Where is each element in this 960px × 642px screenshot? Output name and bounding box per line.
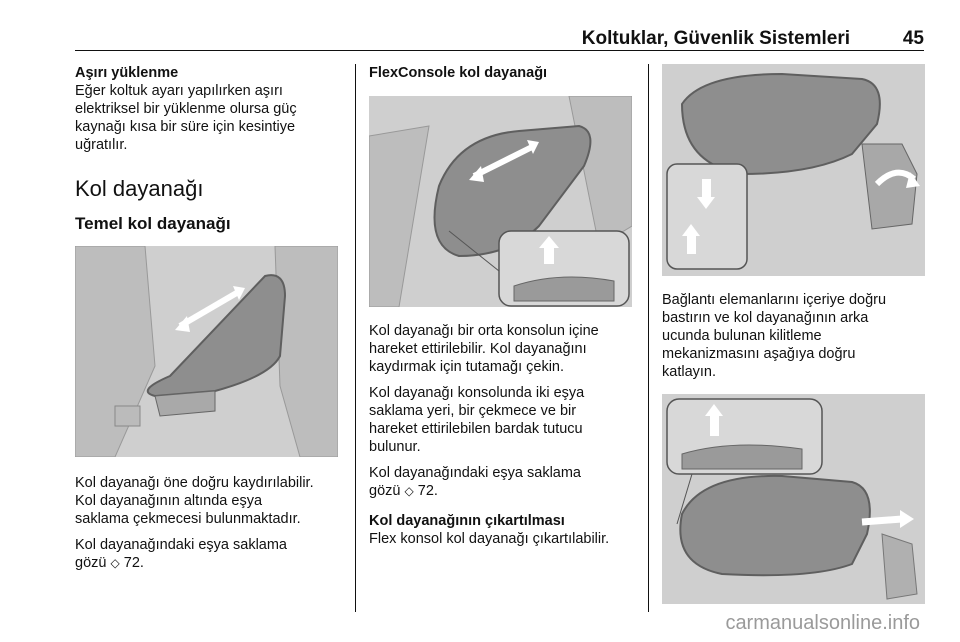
header-title: Koltuklar, Güvenlik Sistemleri — [581, 28, 850, 49]
release-para-line: mekanizmasını aşağıya doğru — [662, 346, 856, 362]
overload-heading: Aşırı yüklenme — [75, 65, 179, 81]
column-3-text — [662, 291, 924, 381]
flexconsole-para-line: kaydırmak için tutamağı çekin. — [369, 359, 565, 375]
page-reference-icon: ◇ — [110, 556, 120, 570]
column-1 — [75, 64, 343, 234]
release-para-line: katlayın. — [662, 364, 716, 380]
flexconsole-para-line: hareket ettirilebilen bardak tutucu — [369, 421, 583, 437]
reference-text: gözü — [369, 483, 401, 499]
reference-line — [75, 554, 355, 572]
overload-line: Eğer koltuk ayarı yapılırken aşırı — [75, 83, 283, 99]
armrest-para-line: saklama çekmecesi bulunmaktadır. — [75, 511, 301, 527]
flexconsole-para-line: bulunur. — [369, 439, 421, 455]
section-title: Kol dayanağı — [75, 176, 204, 201]
page-reference-icon: ◇ — [404, 484, 414, 498]
column-divider — [648, 64, 649, 612]
overload-line: elektriksel bir yüklenme olursa güç — [75, 101, 297, 117]
subsection-title: Temel kol dayanağı — [75, 214, 231, 233]
flexconsole-heading: FlexConsole kol dayanağı — [369, 65, 548, 81]
column-divider — [355, 64, 356, 612]
watermark: carmanualsonline.info — [725, 612, 920, 634]
release-illustration — [662, 64, 925, 276]
flexconsole-para-line: saklama yeri, bir çekmece ve bir — [369, 403, 577, 419]
armrest-para-line: Kol dayanağının altında eşya — [75, 493, 263, 509]
flexconsole-para-line: Kol dayanağındaki eşya saklama — [369, 465, 581, 481]
removal-heading: Kol dayanağının çıkartılması — [369, 513, 565, 529]
column-1-lower — [75, 474, 355, 572]
flexconsole-para-line: Kol dayanağı konsolunda iki eşya — [369, 385, 585, 401]
flexconsole-illustration — [369, 96, 632, 307]
column-2-lower — [369, 322, 644, 548]
overload-line: uğratılır. — [75, 137, 128, 153]
flexconsole-para-line: Kol dayanağı bir orta konsolun içine — [369, 323, 599, 339]
release-svg — [662, 64, 925, 276]
reference-page[interactable]: 72. — [417, 483, 438, 499]
reference-page[interactable]: 72. — [123, 555, 144, 571]
release-para-line: bastırın ve kol dayanağının arka — [662, 310, 869, 326]
header-rule — [75, 50, 924, 51]
reference-line — [369, 482, 644, 500]
armrest-illustration — [75, 246, 338, 457]
flexconsole-svg — [369, 96, 632, 307]
overload-line: kaynağı kısa bir süre için kesintiye — [75, 119, 296, 135]
reference-text: gözü — [75, 555, 107, 571]
armrest-para-line: Kol dayanağı öne doğru kaydırılabilir. — [75, 475, 314, 491]
removal-svg — [662, 394, 925, 604]
removal-text: Flex konsol kol dayanağı çıkartılabilir. — [369, 531, 610, 547]
page-number: 45 — [902, 28, 924, 49]
release-para-line: ucunda bulunan kilitleme — [662, 328, 822, 344]
removal-illustration — [662, 394, 925, 604]
flexconsole-para-line: hareket ettirilebilir. Kol dayanağını — [369, 341, 587, 357]
armrest-para-line: Kol dayanağındaki eşya saklama — [75, 537, 287, 553]
armrest-svg — [75, 246, 338, 457]
release-para-line: Bağlantı elemanlarını içeriye doğru — [662, 292, 887, 308]
column-2 — [369, 64, 633, 82]
